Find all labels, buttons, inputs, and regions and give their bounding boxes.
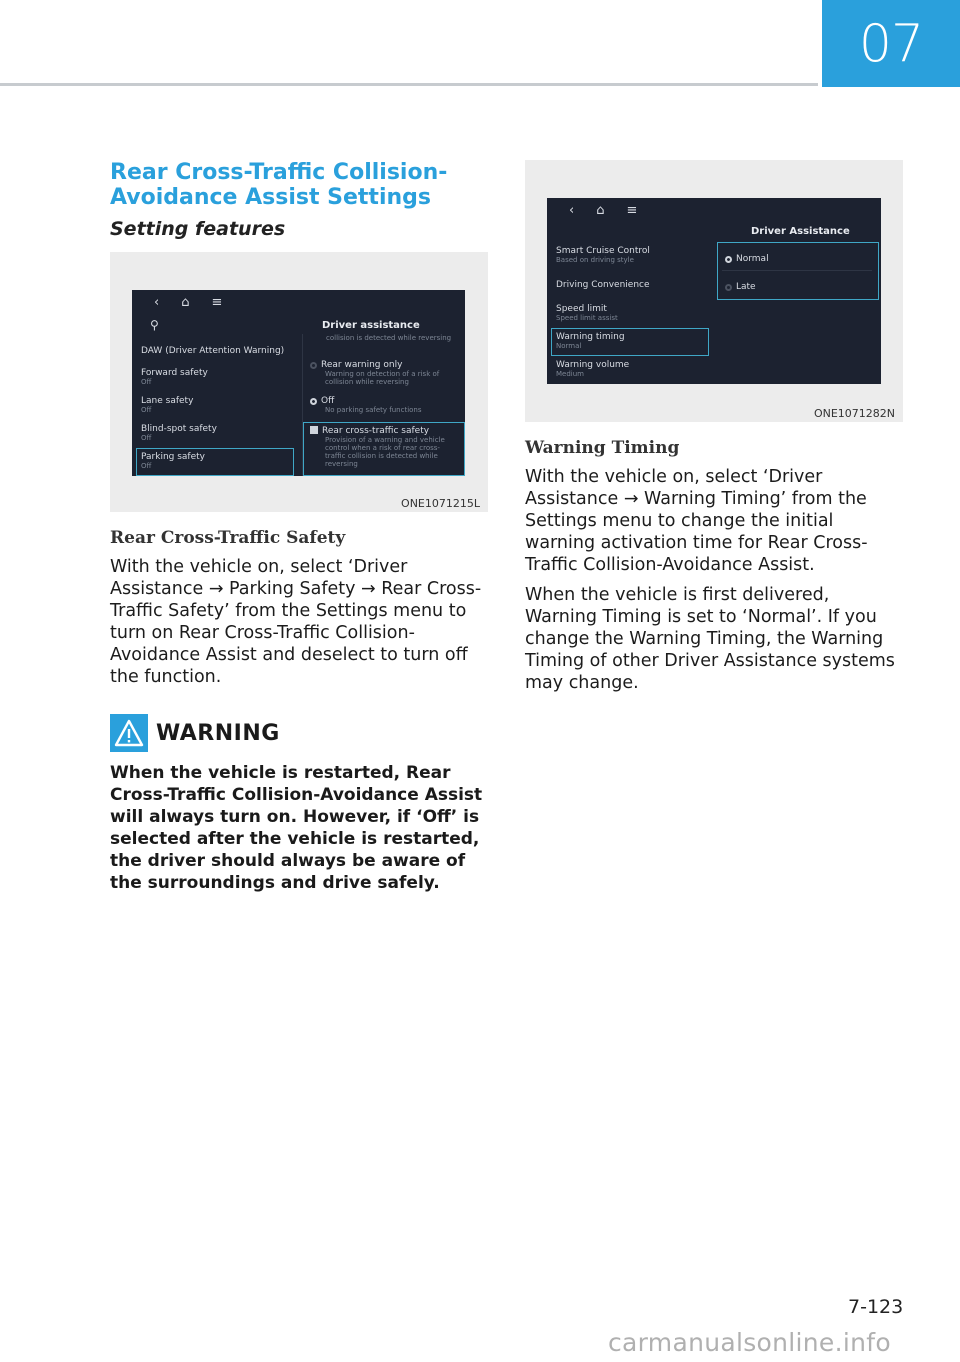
- menu-item-selected[interactable]: Warning timing Normal: [556, 332, 625, 350]
- radio-selected-icon: [310, 398, 317, 405]
- option-rcta[interactable]: Rear cross-traffic safety Provision of a warning and vehicle control when a risk of rear cross-traffic collision is detected while reversing: [310, 426, 460, 468]
- radio-icon: [725, 284, 732, 291]
- home-icon[interactable]: ⌂: [596, 202, 605, 218]
- menu-item[interactable]: Smart Cruise Control Based on driving style: [556, 246, 650, 264]
- menu-item[interactable]: Lane safety Off: [141, 396, 194, 414]
- warning-title: WARNING: [156, 720, 280, 746]
- back-icon[interactable]: ‹: [154, 294, 160, 310]
- figure-parking-safety: [110, 252, 488, 512]
- section-subtitle: Setting features: [110, 218, 286, 240]
- menu-item[interactable]: Driving Convenience: [556, 280, 650, 290]
- home-icon[interactable]: ⌂: [181, 294, 190, 310]
- left-column: [110, 160, 488, 894]
- menu-icon[interactable]: ≡: [211, 294, 223, 310]
- menu-item[interactable]: Speed limit Speed limit assist: [556, 304, 618, 322]
- watermark: carmanualsonline.info: [608, 1328, 891, 1357]
- screen-title: Driver assistance: [322, 320, 420, 331]
- warning-text: When the vehicle is restarted, Rear Cross-Traffic Collision-Avoidance Assist will always turn on. However, if ‘Off’ is selected after the vehicle is restarted, the driver should always be aware of the surroundings and drive safely.: [110, 763, 483, 893]
- header-rule: [0, 83, 818, 86]
- figure-code: ONE1071215L: [401, 497, 480, 510]
- menu-item[interactable]: Blind-spot safety Off: [141, 424, 217, 442]
- screen-topbar: [547, 198, 881, 222]
- figure-warning-timing: [525, 160, 903, 422]
- menu-item[interactable]: DAW (Driver Attention Warning): [141, 346, 285, 356]
- option-rear-warning[interactable]: Rear warning only Warning on detection of a risk of collision while reversing: [310, 360, 460, 386]
- menu-item[interactable]: Warning volume Medium: [556, 360, 630, 378]
- option-off[interactable]: Off No parking safety functions: [310, 396, 460, 414]
- screen-topbar: [132, 290, 465, 314]
- radio-selected-icon: [725, 256, 732, 263]
- top-note: collision is detected while reversing: [326, 334, 452, 342]
- screen-warning-timing: [547, 198, 881, 384]
- menu-item-selected[interactable]: Parking safety Off: [141, 452, 205, 470]
- heading-warning-timing: Warning Timing: [525, 438, 680, 458]
- body-text: With the vehicle on, select ‘Driver Assistance → Parking Safety → Rear Cross-Traffic Safety’ from the Settings menu to turn on Rear Cross-Traffic Collision-Avoidance Assist and deselect to turn off the function.: [110, 557, 482, 687]
- option-divider: [722, 270, 872, 271]
- screen-title: Driver Assistance: [751, 226, 850, 237]
- warning-icon: [110, 714, 148, 752]
- heading-rear-cross-traffic-safety: Rear Cross-Traffic Safety: [110, 528, 346, 548]
- warning-header: [110, 714, 488, 752]
- option-late[interactable]: Late: [725, 282, 756, 292]
- right-column: [525, 160, 903, 702]
- figure-code: ONE1071282N: [813, 407, 895, 420]
- back-icon[interactable]: ‹: [569, 202, 575, 218]
- body-text-1: With the vehicle on, select ‘Driver Assistance → Warning Timing’ from the Settings menu to change the initial warning activation time for Rear Cross-Traffic Collision-Avoidance Assist.: [525, 467, 868, 575]
- chapter-tab: 07: [822, 0, 960, 87]
- radio-icon: [310, 362, 317, 369]
- menu-icon[interactable]: ≡: [626, 202, 638, 218]
- page-number: 7-123: [848, 1296, 904, 1318]
- section-title: Rear Cross-Traffic Collision-Avoidance Assist Settings: [110, 160, 448, 210]
- checkbox-checked-icon: [310, 426, 318, 434]
- body-text-2: When the vehicle is first delivered, Warning Timing is set to ‘Normal’. If you change the Warning Timing, the Warning Timing of other Driver Assistance systems may change.: [525, 585, 895, 693]
- option-normal[interactable]: Normal: [725, 254, 769, 264]
- menu-item[interactable]: Forward safety Off: [141, 368, 208, 386]
- screen-parking-safety: [132, 290, 465, 476]
- search-icon[interactable]: ⚲: [150, 318, 159, 332]
